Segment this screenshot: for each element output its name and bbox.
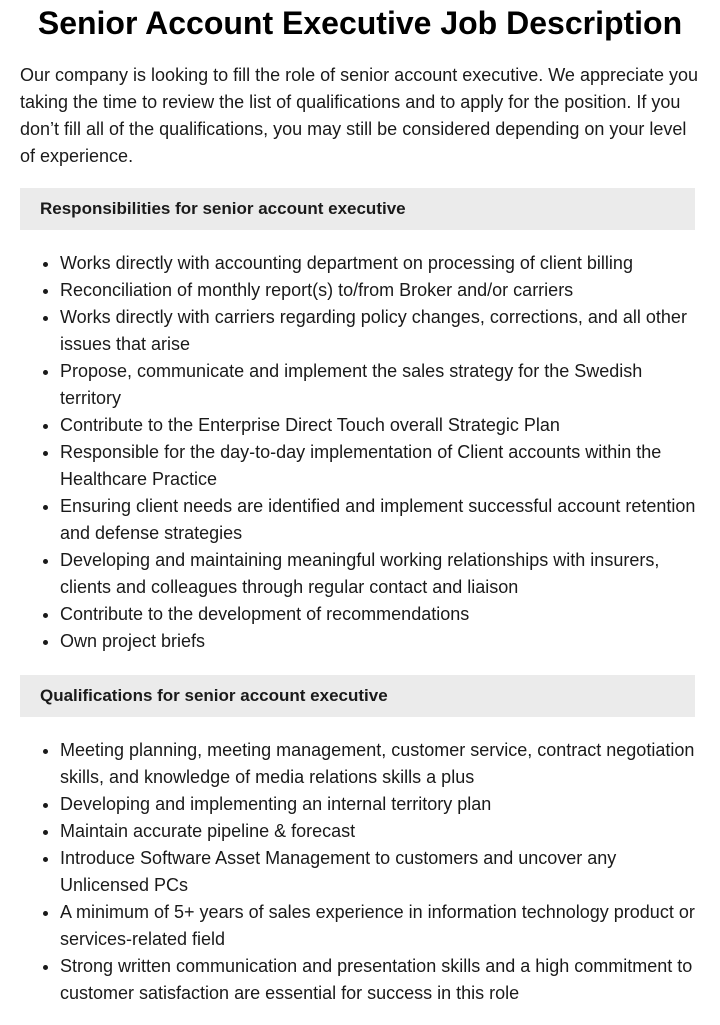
list-item: • Reconciliation of monthly report(s) to/from Broker and/or carriers xyxy=(60,277,700,304)
list-item: • Contribute to the Enterprise Direct Touch overall Strategic Plan xyxy=(60,412,700,439)
list-item: • Developing and maintaining meaningful working relationships with insurers, clients and colleagues through regular contact and liaison xyxy=(60,547,700,601)
qualifications-heading: Qualifications for senior account executive xyxy=(20,675,695,717)
list-item: • Works directly with carriers regarding policy changes, corrections, and all other issues that arise xyxy=(60,304,700,358)
list-item: • Own project briefs xyxy=(60,628,700,655)
list-item: • Meeting planning, meeting management, customer service, contract negotiation skills, and knowledge of media relations skills a plus xyxy=(60,737,700,791)
list-item: • Propose, communicate and implement the sales strategy for the Swedish territory xyxy=(60,358,700,412)
qualifications-list xyxy=(20,737,700,1007)
intro-paragraph: Our company is looking to fill the role of senior account executive. We appreciate you taking the time to review the list of qualifications and to apply for the position. If you don’t fill all of the qualifications, you may still be considered depending on your level of experience. xyxy=(20,65,699,166)
list-item: • Ensuring client needs are identified and implement successful account retention and defense strategies xyxy=(60,493,700,547)
page-title: Senior Account Executive Job Description xyxy=(37,5,683,41)
list-item: • Works directly with accounting department on processing of client billing xyxy=(60,250,700,277)
list-item: • Contribute to the development of recommendations xyxy=(60,601,700,628)
list-item: • Strong written communication and presentation skills and a high commitment to customer satisfaction are essential for success in this role xyxy=(60,953,700,1007)
list-item: • A minimum of 5+ years of sales experience in information technology product or services-related field xyxy=(60,899,700,953)
list-item: • Maintain accurate pipeline & forecast xyxy=(60,818,700,845)
responsibilities-list xyxy=(20,250,700,655)
responsibilities-heading: Responsibilities for senior account executive xyxy=(20,188,695,230)
list-item: • Developing and implementing an internal territory plan xyxy=(60,791,700,818)
list-item: • Responsible for the day-to-day implementation of Client accounts within the Healthcare Practice xyxy=(60,439,700,493)
list-item: • Introduce Software Asset Management to customers and uncover any Unlicensed PCs xyxy=(60,845,700,899)
